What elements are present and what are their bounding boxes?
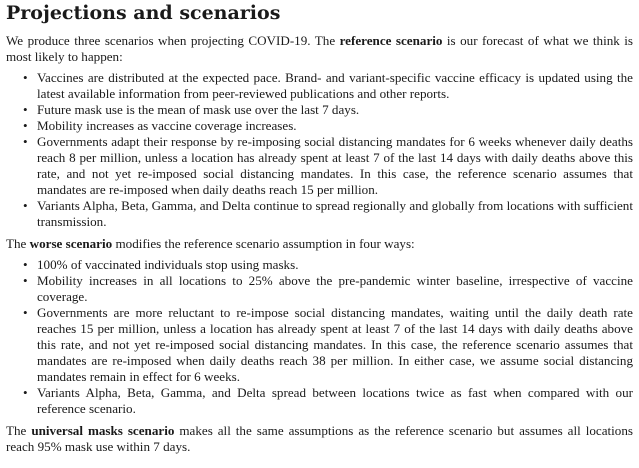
universal-text-before: The — [6, 423, 32, 438]
intro-paragraph — [6, 33, 633, 65]
intro-text-after: is our forecast of what we think is most likely to happen: — [6, 33, 634, 64]
universal-masks-paragraph — [6, 423, 633, 455]
worse-scenario-term: worse scenario — [29, 236, 113, 251]
list-item: • Vaccines are distributed at the expected pace. Brand- and variant-specific vaccine efficacy is updated using the latest available information from peer-reviewed publications and other reports. — [37, 70, 633, 102]
worse-scenario-list — [6, 257, 633, 417]
list-item: • Governments are more reluctant to re-impose social distancing mandates, waiting until the daily death rate reaches 15 per million, unless a location has already spent at least 7 of the last 14 days with daily deaths above this rate, and not yet re-imposed social distancing mandates. In this case, the reference scenario assumes that mandates are re-imposed when daily deaths reach 38 per million. In either case, we assume social distancing mandates remain in effect for 6 weeks. — [37, 305, 633, 385]
list-item: • Governments adapt their response by re-imposing social distancing mandates for 6 weeks whenever daily deaths reach 8 per million, unless a location has already spent at least 7 of the last 14 days with daily deaths above this rate, and not yet re-imposed social distancing mandates. In this case, the reference scenario assumes that mandates are re-imposed when daily deaths reach 15 per million. — [37, 134, 633, 198]
universal-masks-term: universal masks scenario — [31, 423, 175, 438]
list-item: • Variants Alpha, Beta, Gamma, and Delta spread between locations twice as fast when compared with our reference scenario. — [37, 385, 633, 417]
list-item: • Mobility increases as vaccine coverage increases. — [37, 118, 633, 134]
intro-text-before: We produce three scenarios when projecting COVID-19. The — [6, 33, 340, 48]
worse-text-before: The — [6, 236, 30, 251]
page-title: Projections and scenarios — [6, 2, 281, 24]
worse-scenario-paragraph — [6, 236, 633, 252]
reference-scenario-term: reference scenario — [339, 33, 443, 48]
list-item: • Future mask use is the mean of mask use over the last 7 days. — [37, 102, 633, 118]
list-item: • Mobility increases in all locations to 25% above the pre-pandemic winter baseline, irrespective of vaccine coverage. — [37, 273, 633, 305]
universal-text-after: makes all the same assumptions as the reference scenario but assumes all locations reach 95% mask use within 7 days. — [6, 423, 633, 454]
list-item: • Variants Alpha, Beta, Gamma, and Delta continue to spread regionally and globally from locations with sufficient transmission. — [37, 198, 633, 230]
worse-text-after: modifies the reference scenario assumption in four ways: — [112, 236, 415, 251]
list-item: • 100% of vaccinated individuals stop using masks. — [37, 257, 633, 273]
reference-scenario-list — [6, 70, 633, 230]
